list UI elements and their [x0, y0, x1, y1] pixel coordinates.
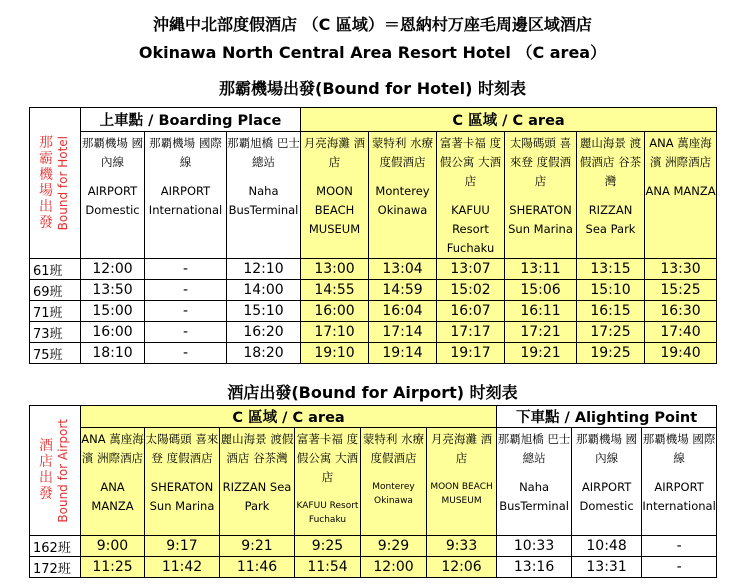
departure-time: 11:46 — [220, 557, 295, 578]
stop-name-ja: 蒙特利 水療 度假酒店 — [362, 432, 425, 465]
stop-name-en: ANA MANZA — [91, 480, 134, 513]
boarding-place-header: 上車點 / Boarding Place — [81, 108, 301, 132]
stop-header — [369, 132, 437, 259]
departure-time: 17:21 — [505, 322, 577, 343]
departure-time: 15:06 — [505, 280, 577, 301]
table-row — [30, 301, 717, 322]
stop-header — [497, 428, 572, 536]
stop-name-ja: 那覇旭橋 巴士總站 — [227, 136, 300, 169]
departure-time: 13:50 — [81, 280, 145, 301]
stop-name-en: AIRPORT International — [148, 184, 223, 217]
stop-header — [295, 428, 361, 536]
side-label-char: 出 — [39, 199, 53, 215]
side-label-en: Bound for Hotel — [56, 135, 70, 231]
stop-name-ja: 那覇機場 國內線 — [81, 136, 144, 169]
stop-name-ja: 那覇機場 國際線 — [149, 136, 222, 169]
departure-time: 12:00 — [361, 557, 427, 578]
departure-time: 13:11 — [505, 259, 577, 280]
stop-header — [361, 428, 427, 536]
departure-time: 12:10 — [227, 259, 301, 280]
stop-name-en: Monterey Okinawa — [375, 184, 430, 217]
stop-header — [145, 132, 227, 259]
side-label-char: 發 — [39, 215, 53, 231]
stop-header — [577, 132, 645, 259]
c-area-header: C 區域 / C area — [301, 108, 717, 132]
departure-time: 13:00 — [301, 259, 369, 280]
stop-header — [645, 132, 717, 259]
departure-time: - — [145, 301, 227, 322]
side-label-en: Bound for Airport — [56, 418, 70, 523]
departure-time: 12:06 — [427, 557, 497, 578]
stop-header — [81, 132, 145, 259]
departure-time: - — [145, 280, 227, 301]
timetable-to-airport — [29, 405, 717, 578]
departure-time: 16:11 — [505, 301, 577, 322]
stop-header — [642, 428, 717, 536]
stop-name-en: KAFUU Resort Fuchaku — [296, 501, 359, 525]
stop-name-ja: 麗山海景 渡假酒店 谷茶灣 — [220, 432, 294, 465]
stop-name-en: AIRPORT Domestic — [579, 480, 634, 513]
bus-number: 73班 — [30, 322, 81, 343]
stop-name-en: MOON BEACH MUSEUM — [430, 482, 493, 506]
departure-time: 18:20 — [227, 343, 301, 364]
stop-header — [427, 428, 497, 536]
stop-header — [227, 132, 301, 259]
stop-name-en: ANA MANZA — [645, 184, 716, 198]
departure-time: 17:40 — [645, 322, 717, 343]
stop-name-en: Monterey Okinawa — [372, 482, 415, 506]
table-row — [30, 536, 717, 557]
stop-name-en: SHERATON Sun Marina — [149, 480, 215, 513]
departure-time: 13:04 — [369, 259, 437, 280]
side-label-to-airport — [30, 406, 81, 536]
timetable-to-hotel — [29, 107, 717, 364]
stop-name-ja: 麗山海景 渡假酒店 谷茶灣 — [579, 136, 642, 188]
departure-time: 10:33 — [497, 536, 572, 557]
stop-name-en: Naha BusTerminal — [499, 480, 569, 513]
departure-time: 9:33 — [427, 536, 497, 557]
bus-number: 75班 — [30, 343, 81, 364]
departure-time: 15:00 — [81, 301, 145, 322]
stop-header — [81, 428, 145, 536]
departure-time: 9:00 — [81, 536, 145, 557]
heading-bound-for-airport: 酒店出發(Bound for Airport) 时刻表 — [227, 383, 518, 402]
departure-time: 19:40 — [645, 343, 717, 364]
stop-name-en: KAFUU Resort Fuchaku — [446, 203, 495, 255]
bus-number: 162班 — [30, 536, 81, 557]
departure-time: 11:25 — [81, 557, 145, 578]
table-row — [30, 557, 717, 578]
departure-time: 15:25 — [645, 280, 717, 301]
departure-time: 19:25 — [577, 343, 645, 364]
departure-time: 9:25 — [295, 536, 361, 557]
departure-time: 15:10 — [227, 301, 301, 322]
table-row — [30, 322, 717, 343]
side-label-char: 場 — [39, 183, 53, 199]
departure-time: 16:20 — [227, 322, 301, 343]
stop-name-ja: 富著卡福 度假公寓 大酒店 — [296, 432, 359, 484]
departure-time: - — [642, 536, 717, 557]
stop-header — [145, 428, 220, 536]
departure-time: 16:07 — [437, 301, 505, 322]
stop-header — [220, 428, 295, 536]
departure-time: 19:17 — [437, 343, 505, 364]
departure-time: 13:30 — [645, 259, 717, 280]
departure-time: - — [145, 322, 227, 343]
departure-time: 17:14 — [369, 322, 437, 343]
departure-time: 19:14 — [369, 343, 437, 364]
stop-name-en: AIRPORT Domestic — [85, 184, 140, 217]
departure-time: 15:10 — [577, 280, 645, 301]
departure-time: 9:21 — [220, 536, 295, 557]
title-english: Okinawa North Central Area Resort Hotel （C area） — [138, 43, 607, 62]
departure-time: - — [642, 557, 717, 578]
stop-name-en: RIZZAN Sea Park — [585, 203, 636, 236]
departure-time: 18:10 — [81, 343, 145, 364]
stop-name-en: AIRPORT International — [642, 480, 716, 513]
departure-time: 17:17 — [437, 322, 505, 343]
departure-time: 13:31 — [572, 557, 642, 578]
stop-header — [505, 132, 577, 259]
bus-number: 172班 — [30, 557, 81, 578]
departure-time: 10:48 — [572, 536, 642, 557]
alighting-point-header: 下車點 / Alighting Point — [497, 406, 717, 428]
departure-time: 9:29 — [361, 536, 427, 557]
stop-name-en: SHERATON Sun Marina — [508, 203, 573, 236]
departure-time: 11:42 — [145, 557, 220, 578]
departure-time: 13:16 — [497, 557, 572, 578]
stop-name-ja: 月亮海灘 酒店 — [303, 136, 366, 169]
stop-name-ja: 太陽碼頭 喜來登 度假酒店 — [145, 432, 219, 465]
stop-name-ja: 月亮海灘 酒店 — [430, 432, 493, 465]
departure-time: - — [145, 343, 227, 364]
side-label-to-hotel — [30, 108, 81, 259]
table-row — [30, 280, 717, 301]
departure-time: 19:21 — [505, 343, 577, 364]
departure-time: 12:00 — [81, 259, 145, 280]
side-label-char: 機 — [39, 167, 53, 183]
departure-time: - — [145, 259, 227, 280]
stop-name-ja: 富著卡福 度假公寓 大酒店 — [439, 136, 502, 188]
side-label-char: 霸 — [39, 151, 53, 167]
stop-name-ja: 那覇機場 國內線 — [576, 432, 638, 465]
stop-name-ja: ANA 萬座海濱 洲際酒店 — [81, 432, 144, 465]
departure-time: 19:10 — [301, 343, 369, 364]
departure-time: 13:07 — [437, 259, 505, 280]
table-row — [30, 343, 717, 364]
departure-time: 17:10 — [301, 322, 369, 343]
departure-time: 14:59 — [369, 280, 437, 301]
stop-name-en: RIZZAN Sea Park — [222, 480, 292, 513]
departure-time: 15:02 — [437, 280, 505, 301]
stop-header — [437, 132, 505, 259]
departure-time: 16:00 — [81, 322, 145, 343]
table-row — [30, 259, 717, 280]
departure-time: 13:15 — [577, 259, 645, 280]
stop-name-en: MOON BEACH MUSEUM — [308, 184, 361, 236]
departure-time: 14:00 — [227, 280, 301, 301]
side-label-char: 發 — [39, 486, 53, 503]
departure-time: 9:17 — [145, 536, 220, 557]
stop-header — [572, 428, 642, 536]
bus-number: 61班 — [30, 259, 81, 280]
departure-time: 16:04 — [369, 301, 437, 322]
side-label-char: 那 — [39, 135, 53, 151]
stop-header — [301, 132, 369, 259]
bus-number: 71班 — [30, 301, 81, 322]
title-japanese: 沖縄中北部度假酒店 （C 區域）＝恩納村万座毛周邊区域酒店 — [153, 15, 592, 34]
departure-time: 14:55 — [301, 280, 369, 301]
c-area-header: C 區域 / C area — [81, 406, 497, 428]
departure-time: 17:25 — [577, 322, 645, 343]
stop-name-ja: 那覇機場 國際線 — [642, 432, 716, 465]
stop-name-en: Naha BusTerminal — [228, 184, 299, 217]
heading-bound-for-hotel: 那霸機場出發(Bound for Hotel) 时刻表 — [219, 79, 526, 98]
departure-time: 16:30 — [645, 301, 717, 322]
departure-time: 16:00 — [301, 301, 369, 322]
departure-time: 16:15 — [577, 301, 645, 322]
stop-name-ja: ANA 萬座海濱 洲際酒店 — [649, 136, 712, 169]
stop-name-ja: 蒙特利 水療 度假酒店 — [371, 136, 434, 169]
bus-number: 69班 — [30, 280, 81, 301]
side-label-char: 店 — [39, 454, 53, 471]
side-label-char: 酒 — [39, 438, 53, 455]
departure-time: 11:54 — [295, 557, 361, 578]
side-label-char: 出 — [39, 470, 53, 487]
stop-name-ja: 太陽碼頭 喜來登 度假酒店 — [509, 136, 572, 188]
stop-name-ja: 那覇旭橋 巴士總站 — [497, 432, 571, 465]
